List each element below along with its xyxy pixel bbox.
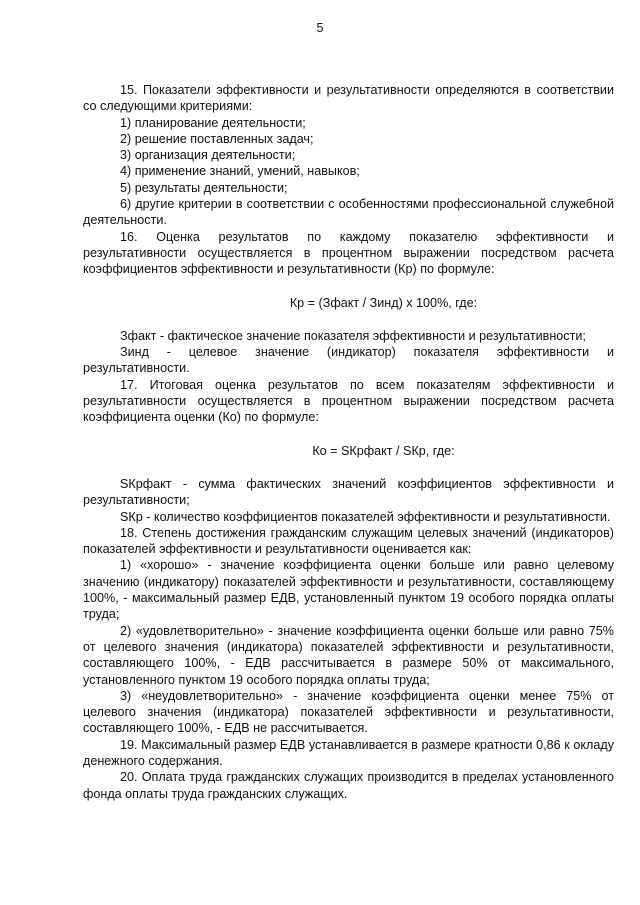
paragraph: SКрфакт - сумма фактических значений коэффициентов эффективности и результативности; bbox=[83, 476, 614, 508]
spacer bbox=[83, 278, 614, 295]
spacer bbox=[83, 311, 614, 328]
paragraph: 15. Показатели эффективности и результативности определяются в соответствии со следующими критериями: bbox=[83, 83, 614, 114]
paragraph: 19. Максимальный размер ЕДВ устанавливается в размере кратности 0,86 к окладу денежного содержания. bbox=[83, 737, 614, 768]
spacer bbox=[83, 426, 614, 443]
paragraph: 3) «неудовлетворительно» - значение коэффициента оценки менее 75% от целевого значения (индикатора) показателей эффективности и результативности, составляющего 100%, - ЕДВ не рассчитывается. bbox=[83, 688, 614, 736]
page-number: 5 bbox=[316, 21, 324, 35]
paragraph: Зинд - целевое значение (индикатор) показателя эффективности и результативности. bbox=[83, 345, 614, 376]
list-item: 5) результаты деятельности; bbox=[120, 180, 288, 195]
spacer bbox=[83, 459, 614, 476]
paragraph: 1) «хорошо» - значение коэффициента оценки больше или равно целевому значению (индикатору) показателей эффективности и результативности, составляющему 100%, - максимальный размер ЕДВ, установленный пунктом 19 особого порядка оплаты труда; bbox=[83, 558, 614, 622]
list-item: 4) применение знаний, умений, навыков; bbox=[120, 164, 360, 179]
formula: Ко = SКрфакт / SКр, где: bbox=[312, 443, 455, 458]
paragraph: 20. Оплата труда гражданских служащих производится в пределах установленного фонда оплаты труда гражданских служащих. bbox=[83, 770, 614, 801]
paragraph: 2) «удовлетворительно» - значение коэффициента оценки больше или равно 75% от целевого значения (индикатора) показателей эффективности и результативности, составляющего 100%, - ЕДВ рассчитывается в размере 50% от максимального, установленного пунктом 19 особого порядка оплаты труда; bbox=[83, 623, 614, 687]
list-item: 3) организация деятельности; bbox=[120, 148, 296, 163]
list-item: 2) решение поставленных задач; bbox=[120, 131, 314, 146]
paragraph: 18. Степень достижения гражданским служащим целевых значений (индикаторов) показателей эффективности и результативности оценивается как: bbox=[83, 525, 614, 557]
paragraph: 6) другие критерии в соответствии с особенностями профессиональной служебной деятельности. bbox=[83, 197, 614, 228]
paragraph: 17. Итоговая оценка результатов по всем показателям эффективности и результативности осуществляется в процентном выражении посредством расчета коэффициента оценки (Ко) по формуле: bbox=[83, 377, 614, 425]
paragraph: Зфакт - фактическое значение показателя эффективности и результативности; bbox=[120, 328, 586, 343]
list-item: 1) планирование деятельности; bbox=[120, 115, 306, 130]
formula: Кр = (Зфакт / Зинд) х 100%, где: bbox=[289, 295, 478, 310]
paragraph: SКр - количество коэффициентов показателей эффективности и результативности. bbox=[120, 509, 611, 524]
document-body bbox=[83, 82, 614, 802]
paragraph: 16. Оценка результатов по каждому показателю эффективности и результативности осуществляется в процентном выражении посредством расчета коэффициентов эффективности и результативности (Кр) по формуле: bbox=[83, 229, 614, 277]
